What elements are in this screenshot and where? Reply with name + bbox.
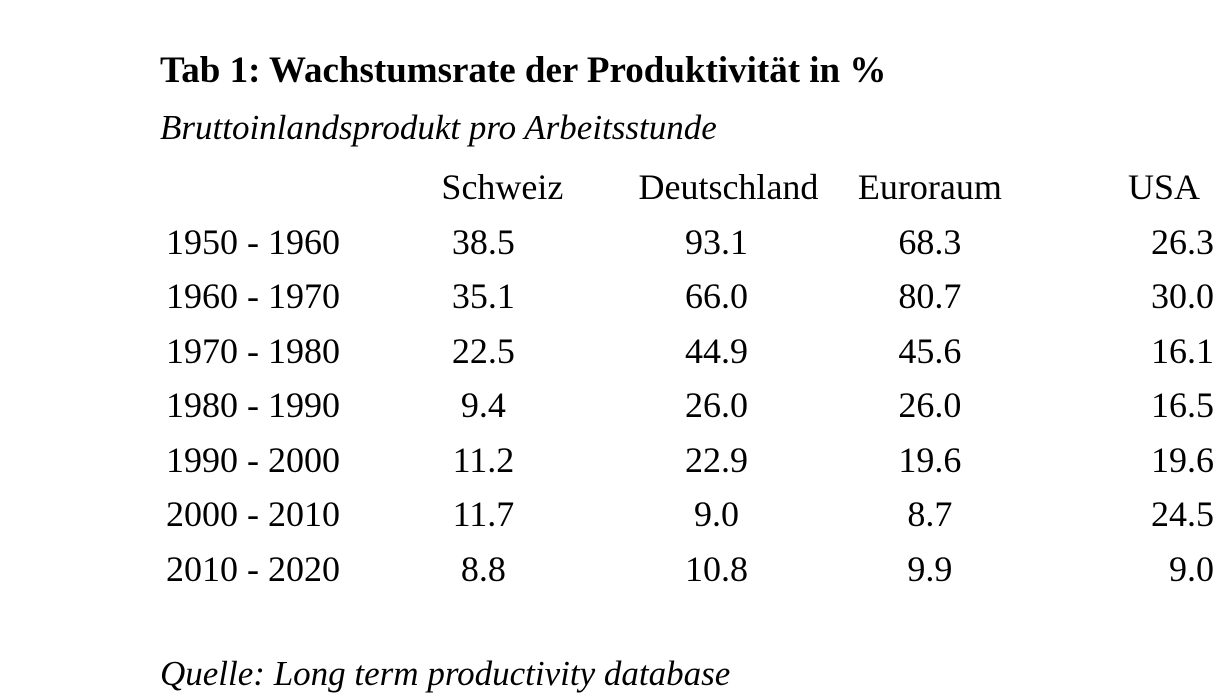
header-euroraum: Euroraum <box>857 167 1002 208</box>
table-subtitle: Bruttoinlandsprodukt pro Arbeitsstunde <box>160 108 717 147</box>
cell-usa: 19.6 <box>1151 439 1214 480</box>
source-note: Quelle: Long term productivity database <box>160 654 731 693</box>
cell-usa: 30.0 <box>1151 276 1214 317</box>
header-deutschland: Deutschland <box>638 167 819 208</box>
cell-deutschland: 10.8 <box>684 548 748 589</box>
table-header-row <box>160 160 1232 215</box>
header-usa: USA <box>1127 167 1200 208</box>
cell-schweiz: 38.5 <box>451 221 515 262</box>
cell-deutschland: 26.0 <box>684 385 748 426</box>
table-row <box>160 542 1232 597</box>
cell-usa: 24.5 <box>1151 494 1214 535</box>
cell-period: 2010 - 2020 <box>166 548 340 589</box>
cell-euroraum: 26.0 <box>898 385 962 426</box>
cell-deutschland: 9.0 <box>693 494 739 535</box>
header-period <box>160 160 388 215</box>
cell-euroraum: 8.7 <box>907 494 953 535</box>
cell-deutschland: 93.1 <box>684 221 748 262</box>
cell-schweiz: 22.5 <box>451 330 515 371</box>
cell-schweiz: 35.1 <box>451 276 515 317</box>
table-row <box>160 487 1232 542</box>
cell-period: 1990 - 2000 <box>166 439 340 480</box>
cell-period: 2000 - 2010 <box>166 494 340 535</box>
cell-usa: 16.5 <box>1151 385 1214 426</box>
cell-euroraum: 45.6 <box>898 330 962 371</box>
cell-deutschland: 22.9 <box>684 439 748 480</box>
table-row <box>160 215 1232 270</box>
cell-period: 1960 - 1970 <box>166 276 340 317</box>
cell-euroraum: 9.9 <box>907 548 953 589</box>
table-row <box>160 378 1232 433</box>
cell-usa: 26.3 <box>1151 221 1214 262</box>
cell-period: 1950 - 1960 <box>166 221 340 262</box>
cell-euroraum: 68.3 <box>898 221 962 262</box>
cell-schweiz: 11.2 <box>452 439 515 480</box>
cell-schweiz: 9.4 <box>460 385 506 426</box>
cell-deutschland: 66.0 <box>684 276 748 317</box>
cell-usa: 16.1 <box>1151 330 1214 371</box>
table-title: Tab 1: Wachstumsrate der Produktivität in % <box>160 50 887 91</box>
cell-period: 1980 - 1990 <box>166 385 340 426</box>
cell-schweiz: 8.8 <box>460 548 506 589</box>
table-row <box>160 324 1232 379</box>
cell-period: 1970 - 1980 <box>166 330 340 371</box>
productivity-table <box>160 160 1232 596</box>
cell-euroraum: 19.6 <box>898 439 962 480</box>
cell-deutschland: 44.9 <box>684 330 748 371</box>
table-row <box>160 433 1232 488</box>
cell-schweiz: 11.7 <box>452 494 515 535</box>
table-row <box>160 269 1232 324</box>
header-schweiz: Schweiz <box>441 167 564 208</box>
cell-usa: 9.0 <box>1169 548 1214 589</box>
cell-euroraum: 80.7 <box>898 276 962 317</box>
